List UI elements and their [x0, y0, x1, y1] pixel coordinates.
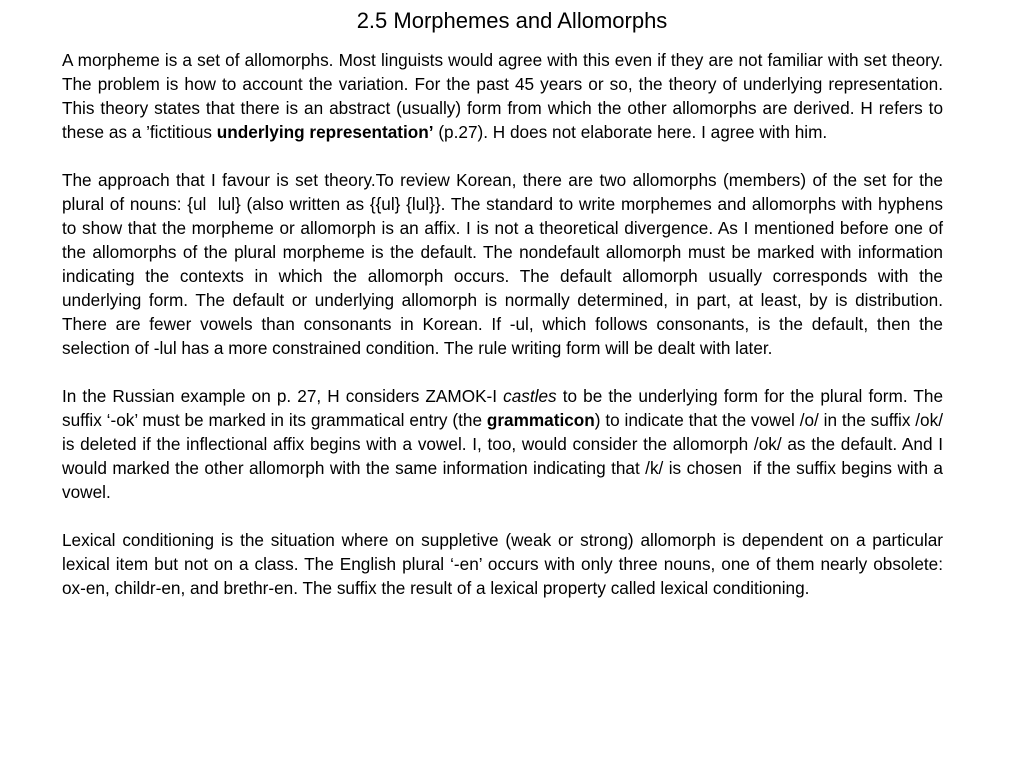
slide-body: [62, 48, 948, 624]
paragraph-1-text-start: A morpheme is a set of allomorphs. Most linguists would agree with this even if they are not familiar with set theory. The problem is how to account the variation. For the past 45 years or so, the theory of underlying representation. This theory states that there is an abstract (usually) form from which the other allomorphs are derived. H refers to these as a ’fictitious: [62, 50, 948, 142]
underlying-representation-term: underlying representation’: [216, 122, 434, 142]
grammaticon-term: grammaticon: [486, 410, 595, 430]
paragraph-1-text-end: (p.27). H does not elaborate here. I agree with him.: [433, 122, 828, 142]
paragraph-morpheme-definition: [62, 48, 948, 144]
paragraph-2-text: The approach that I favour is set theory.To review Korean, there are two allomorphs (members) of the set for the plural of nouns: {ul lul} (also written as {{ul} {lul}}. The standard to write morphemes and allomorphs with hyphens to show that the morpheme or allomorph is an affix. I is not a theoretical divergence. As I mentioned before one of the allomorphs of the plural morpheme is the default. The nondefault allomorph must be marked with information indicating the contexts in which the allomorph occurs. The default allomorph usually corresponds with the underlying form. The default or underlying allomorph is normally determined, in part, at least, by is distribution. There are fewer vowels than consonants in Korean. If -ul, which follows consonants, is the default, then the selection of -lul has a more constrained condition. The rule writing form will be dealt with later.: [62, 170, 948, 358]
paragraph-set-theory: [62, 168, 948, 360]
paragraph-4-text: Lexical conditioning is the situation where on suppletive (weak or strong) allomorph is dependent on a particular lexical item but not on a class. The English plural ‘-en’ occurs with only three nouns, one of them nearly obsolete: ox-en, childr-en, and brethr-en. The suffix the result of a lexical property called lexical conditioning.: [62, 530, 948, 598]
paragraph-3-text-end: ) to indicate that the vowel /o/ in the suffix /ok/ is deleted if the inflectional affix begins with a vowel. I, too, would consider the allomorph /ok/ as the default. And I would marked the other allomorph with the same information indicating that /k/ is chosen if the suffix begins with a vowel.: [62, 410, 948, 502]
paragraph-lexical-conditioning: [62, 528, 948, 600]
paragraph-russian-example: [62, 384, 948, 504]
slide-title: 2.5 Morphemes and Allomorphs: [356, 8, 668, 33]
paragraph-3-text-start: In the Russian example on p. 27, H considers ZAMOK-I: [62, 386, 504, 406]
paragraph-3-text-middle: to be the underlying form for the plural form. The suffix ‘-ok’ must be marked in its grammatical entry (the: [62, 386, 948, 430]
castles-term: castles: [503, 386, 557, 406]
